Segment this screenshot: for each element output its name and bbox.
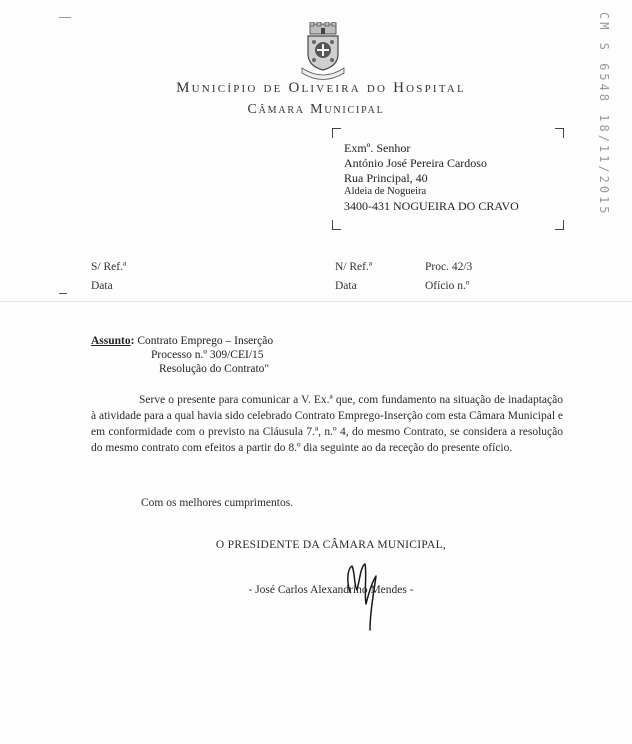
- address-bracket-tl: [332, 128, 341, 138]
- body-paragraph: Serve o presente para comunicar a V. Ex.ª que, com fundamento na situação de inadaptação à atividade para a qual havia sido celebrado Contrato Emprego-Inserção com esta Câmara Municipal e em conformidade com o previsto na Cláusula 7.ª, n.º 4, do mesmo Contrato, se considera a resolução do mesmo contrato com efeitos a partir do 8.º dia seguinte ao da receção do presente ofício.: [91, 394, 563, 454]
- signatory-title: O PRESIDENTE DA CÂMARA MUNICIPAL,: [215, 539, 447, 551]
- sender-ref-label: S/ Ref.ª: [91, 261, 127, 273]
- registry-stamp: [591, 12, 613, 242]
- oficio-number: Ofício n.º: [425, 280, 470, 292]
- chamber-title: Câmara Municipal: [247, 102, 385, 117]
- fold-line: [0, 301, 632, 302]
- margin-mark: [59, 293, 67, 294]
- closing-line: Com os melhores cumprimentos.: [141, 497, 294, 509]
- address-bracket-br: [555, 220, 564, 230]
- recipient-salutation: Exmº. Senhor: [344, 141, 411, 155]
- recipient-street: Rua Principal, 40: [344, 171, 428, 185]
- our-ref-label: N/ Ref.ª: [335, 261, 373, 273]
- recipient-postal: 3400-431 NOGUEIRA DO CRAVO: [344, 199, 519, 213]
- sender-date-label: Data: [91, 280, 113, 292]
- subject-line-2: Processo n.º 309/CEI/15: [151, 349, 264, 361]
- subject-label: Assunto: [91, 335, 131, 347]
- subject-text-1: Contrato Emprego – Inserção: [137, 335, 274, 347]
- address-bracket-bl: [332, 220, 341, 230]
- process-number: Proc. 42/3: [425, 261, 473, 273]
- margin-mark-top: [59, 17, 71, 18]
- subject-line-1: Assunto: Contrato Emprego – Inserção: [91, 335, 274, 347]
- recipient-name: António José Pereira Cardoso: [344, 156, 487, 170]
- municipality-title: Município de Oliveira do Hospital: [176, 80, 466, 96]
- recipient-locality: Aldeia de Nogueira: [344, 186, 427, 197]
- registry-stamp-text: CM S 6548 18/11/2015: [597, 12, 611, 217]
- address-bracket-tr: [555, 128, 564, 138]
- letter-body: [91, 392, 563, 456]
- our-date-label: Data: [335, 280, 357, 292]
- signatory-name: - José Carlos Alexandrino Mendes -: [248, 584, 414, 596]
- subject-line-3: Resolução do Contrato": [159, 363, 270, 375]
- municipal-crest-icon: [299, 22, 347, 82]
